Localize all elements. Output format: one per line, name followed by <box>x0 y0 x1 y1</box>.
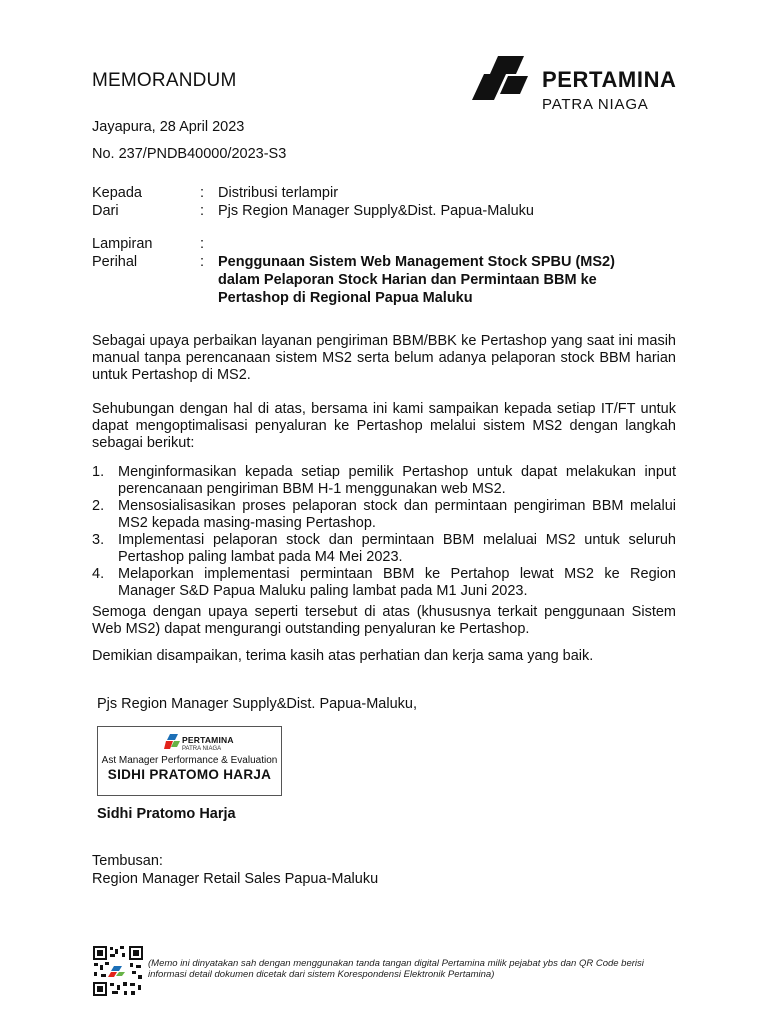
signer-name: Sidhi Pratomo Harja <box>97 806 236 822</box>
dari-label: Dari <box>92 203 119 219</box>
stamp-logo-icon <box>164 733 180 751</box>
list-number: 3. <box>92 532 105 548</box>
perihal-separator: : <box>200 254 205 270</box>
list-text: Implementasi pelaporan stock dan permintaan BBM melaluai MS2 untuk seluruh Pertashop paling lambat pada M4 Mei 2023. <box>118 532 676 565</box>
stamp-name: SIDHI PRATOMO HARJA <box>107 767 272 782</box>
list-item <box>92 532 676 566</box>
list-text: Mensosialisasikan proses pelaporan stock dan permintaan pengiriman BBM melalui MS2 kepada masing-masing Pertashop. <box>118 498 676 531</box>
perihal-value: Penggunaan Sistem Web Management Stock SPBU (MS2) dalam Pelaporan Stock Harian dan Permintaan BBM ke Pertashop di Regional Papua Maluku <box>218 254 615 306</box>
list-text: Melaporkan implementasi permintaan BBM ke Pertahop lewat MS2 ke Region Manager S&D Papua Maluku paling lambat pada M1 Juni 2023. <box>118 566 676 599</box>
lampiran-label: Lampiran <box>92 236 153 252</box>
stamp-role: Ast Manager Performance & Evaluation <box>101 755 278 766</box>
stamp-subtitle: PATRA NIAGA <box>182 746 222 752</box>
kepada-label: Kepada <box>92 185 142 201</box>
cc-value: Region Manager Retail Sales Papua-Maluku <box>92 871 379 887</box>
list-number: 2. <box>92 498 105 514</box>
paragraph-2: Sehubungan dengan hal di atas, bersama ini kami sampaikan kepada setiap IT/FT untuk dapat mengoptimalisasi penyaluran ke Pertashop melalui sistem MS2 dengan langkah sebagai berikut: <box>92 401 676 451</box>
pertamina-logo <box>470 52 680 112</box>
qr-code-icon <box>92 945 144 997</box>
steps-list <box>92 464 676 600</box>
logo-brand: PERTAMINA <box>542 67 677 92</box>
subject-block <box>92 235 692 305</box>
dari-value: Pjs Region Manager Supply&Dist. Papua-Maluku <box>218 203 534 219</box>
place-date: Jayapura, 28 April 2023 <box>92 119 245 135</box>
lampiran-separator: : <box>200 236 205 252</box>
perihal-label: Perihal <box>92 254 138 270</box>
cc-label: Tembusan: <box>92 853 163 869</box>
paragraph-3: Semoga dengan upaya seperti tersebut di atas (khususnya terkait penggunaan Sistem Web MS2) dapat mengurangi outstanding penyaluran ke Pertashop. <box>92 604 676 637</box>
paragraph-4: Demikian disampaikan, terima kasih atas perhatian dan kerja sama yang baik. <box>92 648 594 664</box>
memo-number: No. 237/PNDB40000/2023-S3 <box>92 146 287 162</box>
paragraph-1: Sebagai upaya perbaikan layanan pengiriman BBM/BBK ke Pertashop yang saat ini masih manual tanpa perencanaan sistem MS2 serta belum adanya pelaporan stock BBM harian untuk Pertashop di MS2. <box>92 333 676 383</box>
kepada-value: Distribusi terlampir <box>218 185 339 201</box>
pertamina-logo-icon <box>470 52 540 106</box>
logo-subtitle: PATRA NIAGA <box>542 96 649 113</box>
list-number: 4. <box>92 566 105 582</box>
list-text: Menginformasikan kepada setiap pemilik Pertashop untuk dapat melakukan input perencanaan pengiriman BBM H-1 menggunakan web MS2. <box>118 464 676 497</box>
signature-stamp <box>97 726 282 796</box>
list-item <box>92 566 676 600</box>
list-item <box>92 498 676 532</box>
footer-note: (Memo ini dinyatakan sah dengan menggunakan tanda tangan digital Pertamina milik pejabat ybs dan QR Code berisi informasi detail dokumen dicetak dari sistem Korespondensi Elektronik Pertamina) <box>148 958 644 980</box>
list-number: 1. <box>92 464 105 480</box>
stamp-brand: PERTAMINA <box>182 735 234 745</box>
memo-title: MEMORANDUM <box>92 70 237 91</box>
signature-intro: Pjs Region Manager Supply&Dist. Papua-Maluku, <box>97 696 417 712</box>
kepada-separator: : <box>200 185 205 201</box>
dari-separator: : <box>200 203 205 219</box>
list-item <box>92 464 676 498</box>
address-block <box>92 184 692 224</box>
